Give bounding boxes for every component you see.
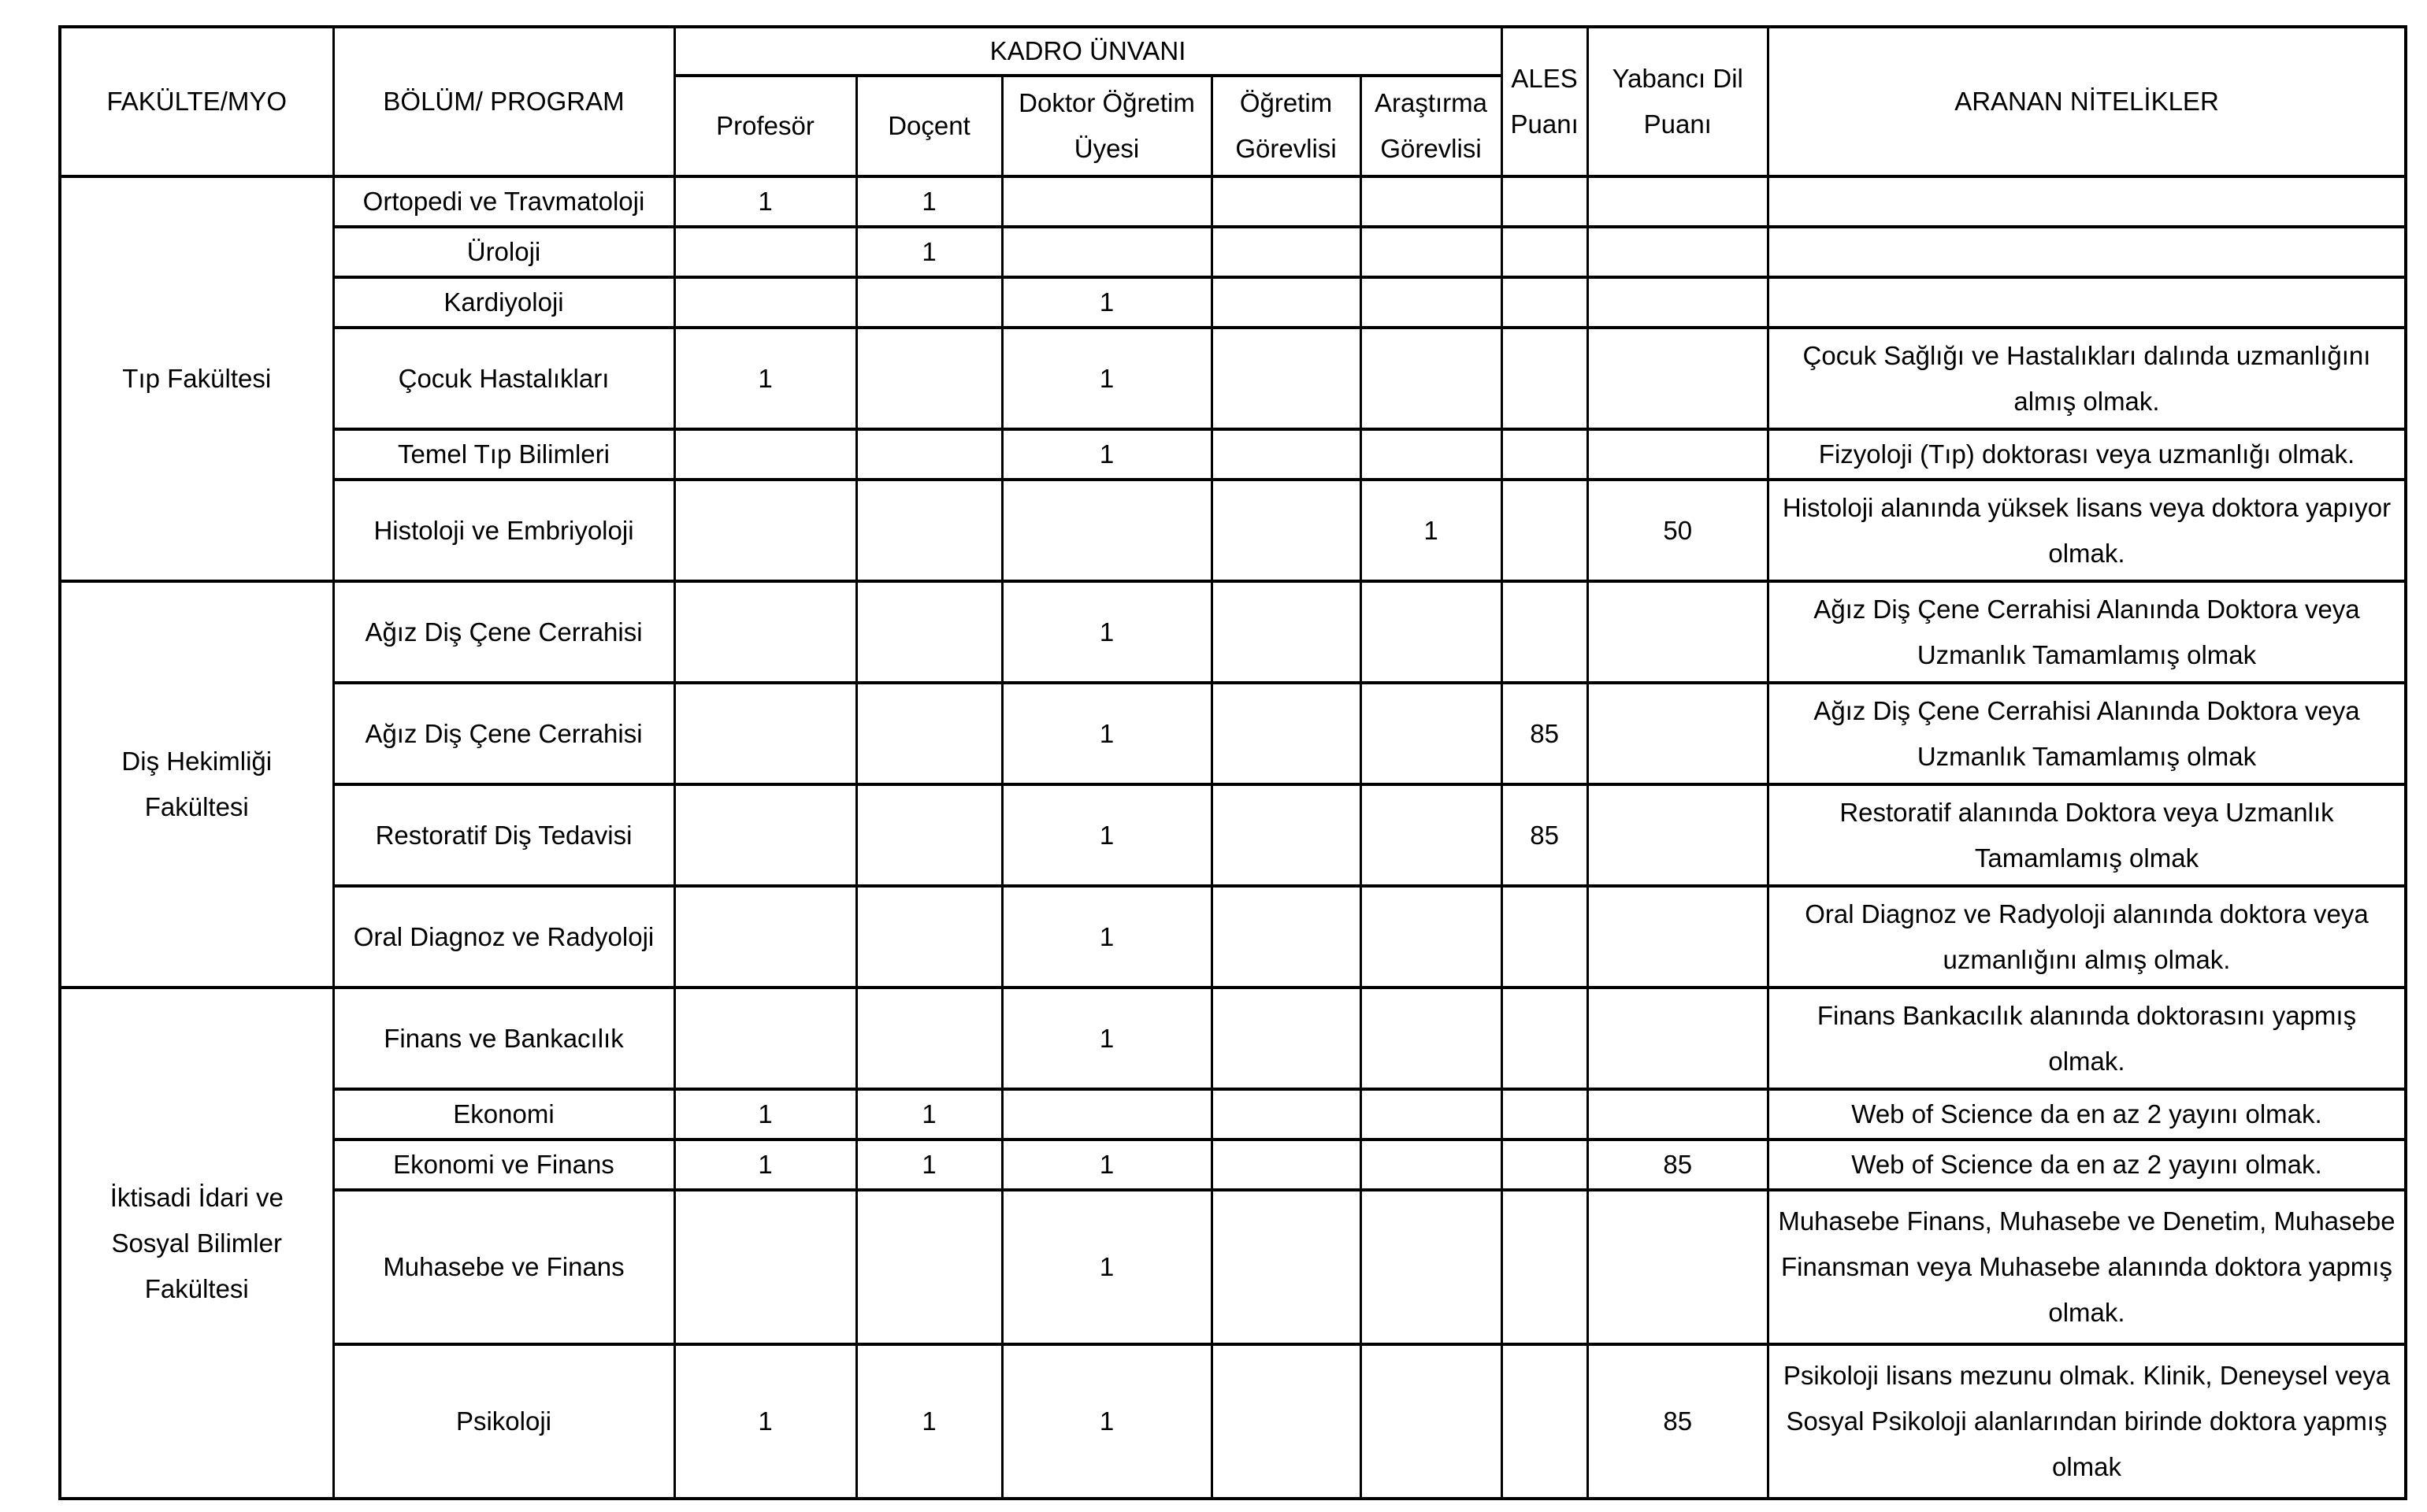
cell-bolum: Restoratif Diş Tedavisi <box>333 784 674 886</box>
cell-nitelikler: Oral Diagnoz ve Radyoloji alanında doktora veya uzmanlığını almış olmak. <box>1768 886 2406 988</box>
recruitment-table <box>58 25 2407 1500</box>
table-row <box>60 227 2406 277</box>
cell-doktor-ogretim-uyesi <box>1002 176 1212 227</box>
cell-ogretim-gorevlisi <box>1212 988 1360 1089</box>
cell-nitelikler: Restoratif alanında Doktora veya Uzmanlık Tamamlamış olmak <box>1768 784 2406 886</box>
cell-arastirma-gorevlisi <box>1360 1140 1501 1190</box>
cell-ales <box>1501 1089 1587 1140</box>
header-docent: Doçent <box>856 76 1002 176</box>
cell-doktor-ogretim-uyesi <box>1002 227 1212 277</box>
cell-profesor <box>674 227 856 277</box>
cell-bolum: Psikoloji <box>333 1344 674 1499</box>
cell-ogretim-gorevlisi <box>1212 581 1360 683</box>
cell-ogretim-gorevlisi <box>1212 328 1360 429</box>
cell-bolum: Ağız Diş Çene Cerrahisi <box>333 581 674 683</box>
cell-yabanci-dil <box>1587 227 1768 277</box>
cell-ogretim-gorevlisi <box>1212 1190 1360 1344</box>
cell-profesor <box>674 683 856 784</box>
cell-doktor-ogretim-uyesi: 1 <box>1002 277 1212 328</box>
cell-nitelikler: Fizyoloji (Tıp) doktorası veya uzmanlığı olmak. <box>1768 429 2406 480</box>
cell-yabanci-dil <box>1587 683 1768 784</box>
cell-ales <box>1501 328 1587 429</box>
cell-fakulte: İktisadi İdari ve Sosyal Bilimler Fakültesi <box>60 988 333 1499</box>
cell-ogretim-gorevlisi <box>1212 683 1360 784</box>
cell-ales <box>1501 176 1587 227</box>
cell-bolum: Ekonomi ve Finans <box>333 1140 674 1190</box>
cell-arastirma-gorevlisi <box>1360 429 1501 480</box>
cell-profesor <box>674 784 856 886</box>
cell-nitelikler <box>1768 227 2406 277</box>
cell-docent: 1 <box>856 1089 1002 1140</box>
cell-docent: 1 <box>856 1140 1002 1190</box>
cell-profesor: 1 <box>674 1089 856 1140</box>
cell-docent <box>856 277 1002 328</box>
cell-yabanci-dil: 50 <box>1587 480 1768 581</box>
cell-ogretim-gorevlisi <box>1212 480 1360 581</box>
cell-nitelikler: Psikoloji lisans mezunu olmak. Klinik, Deneysel veya Sosyal Psikoloji alanlarından birinde doktora yapmış olmak <box>1768 1344 2406 1499</box>
cell-bolum: Oral Diagnoz ve Radyoloji <box>333 886 674 988</box>
cell-docent: 1 <box>856 1344 1002 1499</box>
cell-arastirma-gorevlisi <box>1360 886 1501 988</box>
cell-profesor <box>674 988 856 1089</box>
cell-ales <box>1501 429 1587 480</box>
table-row <box>60 988 2406 1089</box>
cell-arastirma-gorevlisi <box>1360 683 1501 784</box>
cell-arastirma-gorevlisi <box>1360 277 1501 328</box>
cell-ogretim-gorevlisi <box>1212 1140 1360 1190</box>
header-row-top <box>60 27 2406 76</box>
cell-docent <box>856 328 1002 429</box>
cell-arastirma-gorevlisi <box>1360 1089 1501 1140</box>
cell-nitelikler <box>1768 277 2406 328</box>
cell-arastirma-gorevlisi <box>1360 784 1501 886</box>
table-row <box>60 429 2406 480</box>
cell-yabanci-dil <box>1587 176 1768 227</box>
cell-ogretim-gorevlisi <box>1212 886 1360 988</box>
cell-bolum: Üroloji <box>333 227 674 277</box>
cell-ogretim-gorevlisi <box>1212 227 1360 277</box>
cell-docent <box>856 1190 1002 1344</box>
table-row <box>60 176 2406 227</box>
cell-ogretim-gorevlisi <box>1212 1344 1360 1499</box>
cell-profesor: 1 <box>674 176 856 227</box>
cell-doktor-ogretim-uyesi: 1 <box>1002 328 1212 429</box>
header-profesor: Profesör <box>674 76 856 176</box>
cell-yabanci-dil <box>1587 328 1768 429</box>
cell-bolum: Histoloji ve Embriyoloji <box>333 480 674 581</box>
table-row <box>60 277 2406 328</box>
document-sheet <box>58 25 2407 1500</box>
cell-profesor: 1 <box>674 328 856 429</box>
cell-doktor-ogretim-uyesi: 1 <box>1002 1344 1212 1499</box>
cell-docent <box>856 886 1002 988</box>
cell-ales <box>1501 227 1587 277</box>
cell-arastirma-gorevlisi <box>1360 988 1501 1089</box>
cell-doktor-ogretim-uyesi: 1 <box>1002 1190 1212 1344</box>
cell-yabanci-dil: 85 <box>1587 1344 1768 1499</box>
cell-ogretim-gorevlisi <box>1212 277 1360 328</box>
cell-ales: 85 <box>1501 683 1587 784</box>
cell-docent <box>856 429 1002 480</box>
cell-bolum: Çocuk Hastalıkları <box>333 328 674 429</box>
cell-yabanci-dil: 85 <box>1587 1140 1768 1190</box>
cell-nitelikler: Web of Science da en az 2 yayını olmak. <box>1768 1140 2406 1190</box>
cell-doktor-ogretim-uyesi: 1 <box>1002 581 1212 683</box>
header-doktor-ogretim-uyesi: Doktor Öğretim Üyesi <box>1002 76 1212 176</box>
cell-nitelikler: Çocuk Sağlığı ve Hastalıkları dalında uzmanlığını almış olmak. <box>1768 328 2406 429</box>
cell-ales <box>1501 1140 1587 1190</box>
table-row <box>60 1344 2406 1499</box>
cell-arastirma-gorevlisi <box>1360 581 1501 683</box>
header-bolum-program: BÖLÜM/ PROGRAM <box>333 27 674 176</box>
cell-docent <box>856 988 1002 1089</box>
table-row <box>60 480 2406 581</box>
cell-nitelikler: Web of Science da en az 2 yayını olmak. <box>1768 1089 2406 1140</box>
cell-doktor-ogretim-uyesi: 1 <box>1002 429 1212 480</box>
cell-doktor-ogretim-uyesi: 1 <box>1002 683 1212 784</box>
cell-ales <box>1501 1344 1587 1499</box>
cell-bolum: Muhasebe ve Finans <box>333 1190 674 1344</box>
cell-bolum: Ağız Diş Çene Cerrahisi <box>333 683 674 784</box>
cell-profesor <box>674 886 856 988</box>
cell-docent <box>856 480 1002 581</box>
cell-nitelikler: Finans Bankacılık alanında doktorasını yapmış olmak. <box>1768 988 2406 1089</box>
cell-yabanci-dil <box>1587 1190 1768 1344</box>
cell-ales <box>1501 480 1587 581</box>
cell-profesor <box>674 480 856 581</box>
cell-docent: 1 <box>856 227 1002 277</box>
cell-docent <box>856 784 1002 886</box>
cell-yabanci-dil <box>1587 581 1768 683</box>
cell-doktor-ogretim-uyesi: 1 <box>1002 1140 1212 1190</box>
cell-profesor <box>674 277 856 328</box>
cell-doktor-ogretim-uyesi: 1 <box>1002 886 1212 988</box>
cell-nitelikler <box>1768 176 2406 227</box>
cell-nitelikler: Ağız Diş Çene Cerrahisi Alanında Doktora veya Uzmanlık Tamamlamış olmak <box>1768 683 2406 784</box>
cell-ales <box>1501 1190 1587 1344</box>
cell-ales <box>1501 277 1587 328</box>
cell-ales <box>1501 886 1587 988</box>
cell-yabanci-dil <box>1587 429 1768 480</box>
cell-doktor-ogretim-uyesi <box>1002 480 1212 581</box>
header-fakulte-myo: FAKÜLTE/MYO <box>60 27 333 176</box>
cell-yabanci-dil <box>1587 988 1768 1089</box>
cell-yabanci-dil <box>1587 784 1768 886</box>
cell-bolum: Ekonomi <box>333 1089 674 1140</box>
cell-bolum: Kardiyoloji <box>333 277 674 328</box>
header-arastirma-gorevlisi: Araştırma Görevlisi <box>1360 76 1501 176</box>
cell-ales <box>1501 988 1587 1089</box>
cell-ogretim-gorevlisi <box>1212 176 1360 227</box>
cell-docent: 1 <box>856 176 1002 227</box>
cell-yabanci-dil <box>1587 277 1768 328</box>
cell-ales: 85 <box>1501 784 1587 886</box>
cell-arastirma-gorevlisi <box>1360 176 1501 227</box>
cell-nitelikler: Muhasebe Finans, Muhasebe ve Denetim, Muhasebe Finansman veya Muhasebe alanında doktora yapmış olmak. <box>1768 1190 2406 1344</box>
cell-yabanci-dil <box>1587 886 1768 988</box>
cell-profesor <box>674 581 856 683</box>
cell-profesor <box>674 1190 856 1344</box>
cell-ogretim-gorevlisi <box>1212 784 1360 886</box>
cell-bolum: Temel Tıp Bilimleri <box>333 429 674 480</box>
header-ales-puani: ALES Puanı <box>1501 27 1587 176</box>
cell-nitelikler: Histoloji alanında yüksek lisans veya doktora yapıyor olmak. <box>1768 480 2406 581</box>
header-aranan-nitelikler: ARANAN NİTELİKLER <box>1768 27 2406 176</box>
cell-doktor-ogretim-uyesi <box>1002 1089 1212 1140</box>
cell-docent <box>856 581 1002 683</box>
header-yabanci-dil-puani: Yabancı Dil Puanı <box>1587 27 1768 176</box>
cell-doktor-ogretim-uyesi: 1 <box>1002 784 1212 886</box>
cell-fakulte: Diş Hekimliği Fakültesi <box>60 581 333 988</box>
table-row <box>60 581 2406 683</box>
cell-nitelikler: Ağız Diş Çene Cerrahisi Alanında Doktora veya Uzmanlık Tamamlamış olmak <box>1768 581 2406 683</box>
cell-docent <box>856 683 1002 784</box>
cell-arastirma-gorevlisi <box>1360 328 1501 429</box>
table-row <box>60 784 2406 886</box>
cell-profesor: 1 <box>674 1140 856 1190</box>
cell-ales <box>1501 581 1587 683</box>
table-row <box>60 1190 2406 1344</box>
cell-fakulte: Tıp Fakültesi <box>60 176 333 581</box>
cell-arastirma-gorevlisi: 1 <box>1360 480 1501 581</box>
cell-arastirma-gorevlisi <box>1360 1344 1501 1499</box>
cell-ogretim-gorevlisi <box>1212 429 1360 480</box>
table-row <box>60 328 2406 429</box>
cell-bolum: Ortopedi ve Travmatoloji <box>333 176 674 227</box>
table-row <box>60 683 2406 784</box>
cell-arastirma-gorevlisi <box>1360 1190 1501 1344</box>
header-ogretim-gorevlisi: Öğretim Görevlisi <box>1212 76 1360 176</box>
cell-arastirma-gorevlisi <box>1360 227 1501 277</box>
cell-profesor <box>674 429 856 480</box>
cell-ogretim-gorevlisi <box>1212 1089 1360 1140</box>
cell-yabanci-dil <box>1587 1089 1768 1140</box>
table-row <box>60 1140 2406 1190</box>
table-row <box>60 1089 2406 1140</box>
header-kadro-unvani: KADRO ÜNVANI <box>674 27 1501 76</box>
cell-profesor: 1 <box>674 1344 856 1499</box>
cell-doktor-ogretim-uyesi: 1 <box>1002 988 1212 1089</box>
table-row <box>60 886 2406 988</box>
cell-bolum: Finans ve Bankacılık <box>333 988 674 1089</box>
